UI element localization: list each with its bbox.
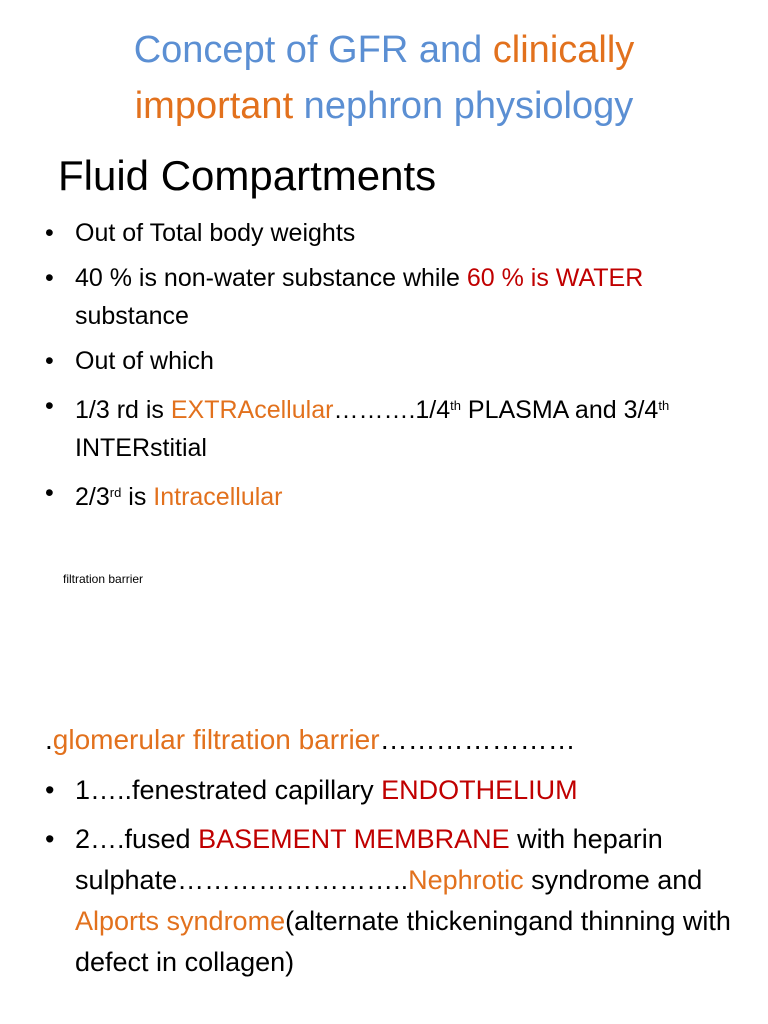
list-item-text: 1/3 rd is [75,396,171,424]
highlight-text: Intracellular [153,483,283,511]
list-item-text: 2/3 [75,483,110,511]
list-item-text: (alternate thickeningand thinning with defect in collagen) [75,906,731,977]
bullet-icon: • [45,775,55,805]
list-item-text: 40 % is non-water substance while [75,264,467,292]
list-item-text: ……….1/4 [333,396,451,424]
title-part-4: nephron physiology [293,85,634,127]
list-item [45,259,745,335]
list-item-text: Out of which [75,347,214,375]
highlight-text: EXTRAcellular [170,396,334,424]
superscript: rd [109,485,122,500]
section-heading: Fluid Compartments [58,152,437,199]
bullet-icon: • [45,264,54,292]
barrier-prefix: . [45,724,53,755]
list-item [45,770,745,811]
list-item-text: with heparin sulphate…………………….. [75,824,663,895]
highlight-text: Nephrotic [408,865,524,895]
bullet-icon: • [45,392,54,420]
list-item-text: Out of Total body weights [75,219,356,247]
superscript: th [450,398,461,413]
fluid-compartments-list [45,214,745,523]
bullet-icon: • [45,219,54,247]
list-item [45,214,745,252]
list-item-text: INTERstitial [75,434,207,462]
list-item-text: syndrome and [523,865,703,895]
list-item [45,819,745,983]
bullet-icon: • [45,479,54,507]
list-item-text: is [121,483,154,511]
list-item [45,474,745,516]
slide-title [0,22,768,134]
list-item [45,387,745,467]
list-item [45,342,745,380]
superscript: th [658,398,670,413]
title-part-3: important [134,85,294,127]
highlight-text: Alports syndrome [75,906,286,936]
filtration-barrier-list [45,770,745,991]
list-item-text: PLASMA and 3/4 [460,396,659,424]
title-part-1: Concept of GFR and [133,29,493,71]
barrier-heading [45,720,576,760]
bullet-icon: • [45,824,55,854]
highlight-text: BASEMENT MEMBRANE [198,824,510,854]
list-item-text: 2….fused [75,824,199,854]
highlight-text: 60 % is WATER [466,264,644,292]
highlight-text: ENDOTHELIUM [381,775,578,805]
cropped-caption: filtration barrier [63,572,144,584]
list-item-text: 1…..fenestrated capillary [75,775,382,805]
list-item-text: substance [75,302,189,330]
barrier-label: glomerular filtration barrier [52,724,380,755]
barrier-dots: ………………… [379,724,576,755]
bullet-icon: • [45,347,54,375]
title-part-2: clinically [492,29,635,71]
